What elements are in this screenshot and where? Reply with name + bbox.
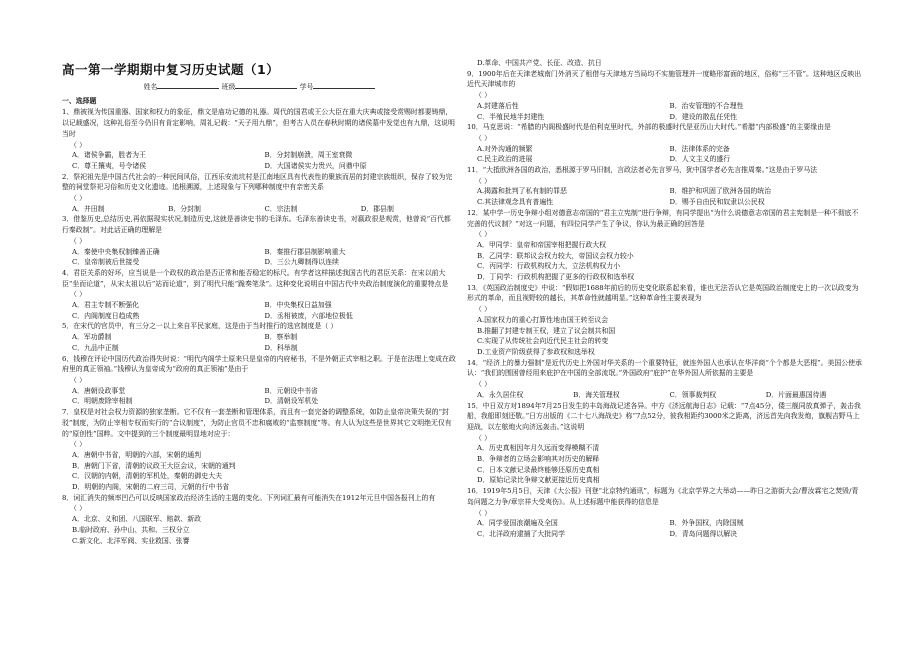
option-item: A．井田制 — [72, 204, 105, 213]
option-item: B．乙同学：联邦议会权力较大，帝国议会权力较小 — [477, 251, 634, 260]
number-label: 学号 — [299, 83, 314, 91]
class-blank — [235, 80, 297, 89]
option-item: C．领事裁判权 — [669, 390, 717, 399]
question-item — [467, 122, 862, 165]
option-item: B.临时政府、孙中山、共和、三权分立 — [72, 525, 190, 534]
option-item: C．内阁制度日趋成熟 — [72, 311, 140, 320]
option-item: C．汉朝的内朝，清朝的军机处，秦朝的御史大夫 — [72, 472, 222, 481]
answer-paren: （ ） — [475, 305, 491, 314]
answer-paren: （ ） — [70, 236, 86, 245]
question-item — [62, 354, 457, 408]
option-item: C．明朝废除宰相制 — [72, 397, 133, 406]
options — [477, 315, 862, 358]
option-item: B.推翻了封建专制王权，建立了议会制共和国 — [477, 326, 616, 335]
answer-paren: （ ） — [70, 194, 86, 203]
answer-paren: （ ） — [70, 375, 86, 384]
question-text: 9．1900年后在天津老城南门外消灭了租借与天津地方当局均不实施管理并一度略形富面的地区，俗称“三不管”。这种地区反映出近代天津城市的 — [467, 69, 862, 89]
option-item: B．维护和巩固了欧洲各国的统治 — [669, 187, 772, 196]
answer-paren: （ ） — [475, 508, 491, 517]
option-item: A．诸侯争霸，胜者为王 — [72, 151, 146, 160]
option-item: B．察举制 — [264, 333, 298, 342]
question-text: 4．君臣关系的好坏，应当说是一个政权的政治是否正常和能否稳定的标尺。有学者这样描述我国古代的君臣关系：在宋以前大臣“坐而论道”，从宋太祖以后“站而论道”，到了明代只能“跪奏笔录”。这种变化说明自中国古代中央政治制度演化的重要特点是 — [62, 268, 449, 288]
options — [477, 390, 862, 401]
question-item — [467, 358, 862, 401]
question-item — [467, 401, 862, 487]
left-column — [62, 58, 457, 546]
option-item: A．历史真相因年月久远而变得模糊不清 — [477, 444, 600, 453]
right-question-list — [467, 69, 862, 540]
option-item: B．元朝设中书省 — [264, 386, 318, 395]
answer-paren: （ ） — [70, 290, 86, 299]
options — [477, 186, 862, 207]
answer-paren: （ ） — [475, 176, 491, 185]
options — [477, 101, 862, 122]
option-item: D．明朝的内阁，宋朝的二府三司，元朝的行中书省 — [72, 483, 230, 492]
option-item: D．清朝设军机处 — [264, 397, 319, 406]
option-item: C．皇帝制被后世接受 — [72, 258, 140, 267]
options — [477, 240, 862, 283]
option-item: C.其法律观念具有普遍性 — [477, 198, 554, 207]
option-item: A．甲同学：皇帝和帝国宰相把握行政大权 — [477, 240, 607, 249]
option-item: D．丁同学：行政机构把握了更多的行政权和选举权 — [477, 273, 635, 282]
option-item: A．秦使中央集权制臻善正确 — [72, 247, 160, 256]
question-text: 2．祭祀祖先是中国古代社会的一种民间风俗，江西乐安流坑村是江南地区具有代表性的聚族而居的封建宗族组织，保存了较为完整的祠堂祭祀习俗和历史文化遗迹。追根溯源，上述现象与下列哪种制度中有亲密关系 — [62, 172, 453, 192]
option-item: D．青岛问题得以解决 — [669, 529, 738, 538]
option-item: B．秦推行郡县制影响重大 — [264, 247, 346, 256]
option-item: B．分封制 — [168, 204, 201, 213]
options — [72, 450, 457, 493]
question-item — [467, 283, 862, 358]
question-text: 5．在宋代的官员中，有三分之一以上来自平民家庭，这是由于当时推行的选官制度是（ ） — [62, 322, 338, 331]
option-item: C．九品中正制 — [72, 343, 119, 352]
left-question-list — [62, 107, 457, 546]
option-item: B．分封制崩溃，周王室衰微 — [264, 151, 353, 160]
question-item — [62, 321, 457, 353]
option-item: A．军功爵制 — [72, 333, 112, 342]
answer-paren: （ ） — [70, 440, 86, 449]
question-item — [62, 172, 457, 215]
answer-paren: （ ） — [475, 133, 491, 142]
option-item: D．丞相被废，六部地位极低 — [264, 311, 353, 320]
question-text: 14．“经济上的暴力强制”是近代历史上外国对华关系的一个重要特征，就连外国人也承认在华洋商“个个都是大恶棍”。美国公使承认：“我们的围困曾经用来庇护在中国的全部流氓。”外国政府“庇护”在华外国人所依据的主要是 — [467, 358, 862, 378]
question-text: 12．某中学一历史争辩小组对德意志帝国的“君主立宪制”进行争辩，有同学提出“为什么说德意志帝国的君主宪制是一种不彻底不完善的代议制？”对这一问题，有四位同学产生了争议，你认为最正确的回答是 — [467, 208, 859, 228]
option-item: C．北洋政府逮捕了大批同学 — [477, 529, 565, 538]
options — [72, 514, 457, 546]
options — [72, 300, 457, 321]
option-item: C．日本文献记录最终能够还原历史真相 — [477, 465, 600, 474]
option-item: A．永久居住权 — [477, 390, 524, 399]
name-blank — [157, 80, 219, 89]
question-item — [62, 107, 457, 171]
question-text: 13．《英国政治制度史》中说：“假如把1688年前后的历史变化联系起来看，谁也无法否认它是英国政治制度史上的一次以政变为形式的革命，而且视野较的越长，其革命性就越明显。”这种革命性主要表现为 — [467, 283, 859, 303]
answer-paren: （ ） — [70, 504, 86, 513]
option-item: D．人文主义的盛行 — [669, 155, 731, 164]
option-item: C.民主政治的进展 — [477, 155, 533, 164]
answer-paren: （ ） — [475, 91, 491, 100]
option-item: D．片面最惠国待遇 — [765, 390, 827, 399]
options — [72, 247, 457, 268]
options — [477, 518, 862, 539]
option-item: A．唐朝中书省，明朝的六部，宋朝的通判 — [72, 450, 202, 459]
question-text: 11．“大抵欧洲各国的政治，悉根源于罗马旧制，言政法者必先言罗马，犹中国学者必先言推周秦。”这是由于罗马法 — [467, 166, 817, 175]
options — [72, 332, 457, 353]
section-heading: 一、选择题 — [62, 96, 97, 105]
class-label: 班级 — [221, 83, 236, 91]
option-item: A.封建落后性 — [477, 101, 519, 110]
option-item: C．尊王攘夷，号令诸侯 — [72, 161, 147, 170]
option-item: B．海关管理权 — [573, 390, 620, 399]
option-item: C．宗法制 — [264, 204, 298, 213]
question-text: 15．中日双方对1894年7月25日发生的丰岛海战记述各异。中方《济远航海日志》记载：“7点45分，倭三舰同放真弹子，轰击我船，我船即刻还敬。”日方出版的《二十七八海战史》称“7点52分，彼我相距约3000米之距离，济远首先向我发炮，旗舰吉野马上迎战，以左舷炮火向济远轰击。”这说明 — [467, 401, 861, 431]
question-item — [62, 493, 457, 547]
name-label: 姓名 — [143, 83, 158, 91]
answer-paren: （ ） — [475, 380, 491, 389]
options — [72, 150, 457, 171]
answer-paren: （ ） — [475, 230, 491, 239]
options — [477, 443, 862, 486]
answer-paren: （ ） — [70, 140, 86, 149]
option-item: A．北京、义和团、八国联军、赔款、新政 — [72, 515, 202, 524]
options — [72, 204, 457, 215]
question-item — [62, 407, 457, 493]
options — [72, 386, 457, 407]
student-info-line — [62, 80, 457, 93]
option-item: D．郡县制 — [360, 204, 394, 213]
option-item: A．唐朝设政事堂 — [72, 386, 126, 395]
number-blank — [313, 80, 375, 89]
option-item: A.对外沟通的频繁 — [477, 144, 533, 153]
option-item: D．科举制 — [264, 343, 298, 352]
question-item — [62, 268, 457, 322]
question-text: 7．皇权是对社会权力资源的独家垄断。它不仅有一套垄断和管理体系，而且有一套完备的调整系统，如防止皇帝决策失误的“封驳”制度，为防止宰相专权而实行的“合议制度”，为防止官员不忠和腐败的“监察制度”等。有人认为这些是世界其它文明绝无仅有的“原创性”国粹。文中提到的三个制度最明显地对应于： — [62, 408, 452, 438]
question-item — [467, 165, 862, 208]
option-item: A.国家权力的重心打算性地由国王转至议会 — [477, 315, 609, 324]
option-item: B．争辩者的立场会影响其对历史的解释 — [477, 455, 600, 464]
option-item: A.揭露和批判了私有制的罪恶 — [477, 187, 567, 196]
option-item: B．法律体系的完备 — [669, 144, 730, 153]
right-column — [467, 58, 862, 540]
question-text: 8．词汇消失的频率凹凸可以反映国家政治经济生活的主题的变化。下列词汇最有可能消失在1912年元旦中国各报刊上的有 — [62, 493, 436, 502]
continued-option: D.革命、中国共产党、长征、改造、抗日 — [477, 59, 602, 67]
question-text: 10．马克思说：“希腊的内阁极盛时代是伯利克里时代，外部的极盛时代是亚历山大时代。”希腊“内部极盛”的主要缘由是 — [467, 123, 831, 132]
option-item: B．唐朝门下省，清朝的议政王大臣会议，宋朝的通判 — [72, 461, 236, 470]
question-text: 3．借鉴历史,总结历史,再依据现实状况,制造历史,这就是善读史书的毛泽东。毛泽东善读史书，对嬴政很是观赏，他曾说“百代都行秦政制”。对此话正确的理解是 — [62, 215, 451, 235]
option-item: D．赐予自由民和奴隶以公民权 — [669, 198, 765, 207]
option-item: C.新文化、北洋军阀、实业救国、张謇 — [72, 536, 190, 545]
question-text: 1、鼎被视为传国重器、国家和权力的象征，鼎文是庙功记德的礼器。周代的国君或王公大臣在重大庆典或接受赏赐时都要铸鼎，以记载盛况，这种礼俗至今仍旧有肯定影响，周礼记载：“天子用九鼎”，但考古人员在春秋时期的诸侯墓中发觉也有九鼎，这说明当时 — [62, 108, 455, 138]
option-item: B．外争国权，内除国贼 — [669, 519, 744, 528]
option-item: D．建设的散乱任凭性 — [669, 112, 738, 121]
option-item: D.工业资产阶级获得了参政权和选举权 — [477, 347, 595, 356]
option-item: D．大国诸侯实力贵兴，问鼎中原 — [264, 161, 367, 170]
question-text: 16．1919年5月5日，天津《大公报》刊登“北京特约通讯”，标题为《北京学界之大举动——昨日之游街大会/曹汝霖宅之焚毁/青岛问题之力争/章宗祥大受夷伤》。从上述标题中能获得的信息是 — [467, 487, 859, 506]
question-text: 6．钱穆在评论中国历代政治得失时说：“明代内阁学士原来只是皇帝的内府秘书，不是外朝正式宰相之职。于是在法理上变成在政府里的真正领袖。”钱穆认为皇帝成为“政府的真正领袖”是由于 — [62, 354, 456, 374]
option-item: D．原始记录比争辩文献更接近历史真相 — [477, 476, 600, 485]
question-item — [467, 208, 862, 283]
option-item: C.实现了从传统社会向近代民主社会的转变 — [477, 337, 609, 346]
option-item: D．三公九卿制得以连续 — [264, 258, 339, 267]
options — [477, 144, 862, 165]
option-item: C．半殖民地半封建性 — [477, 112, 545, 121]
option-item: B．治安管理的不合理性 — [669, 101, 744, 110]
option-item: B．中央集权日益加强 — [264, 301, 332, 310]
option-item: C．丙同学：行政机构权力大，立法机构权力小 — [477, 262, 621, 271]
answer-paren: （ ） — [475, 433, 491, 442]
option-item: A．同学爱国浪潮遍及全国 — [477, 519, 558, 528]
question-item — [62, 214, 457, 268]
option-item: A．君主专制不断强化 — [72, 301, 139, 310]
question-item — [467, 69, 862, 123]
question-item — [467, 486, 862, 540]
page-title: 高一第一学期期中复习历史试题（1） — [62, 62, 280, 77]
